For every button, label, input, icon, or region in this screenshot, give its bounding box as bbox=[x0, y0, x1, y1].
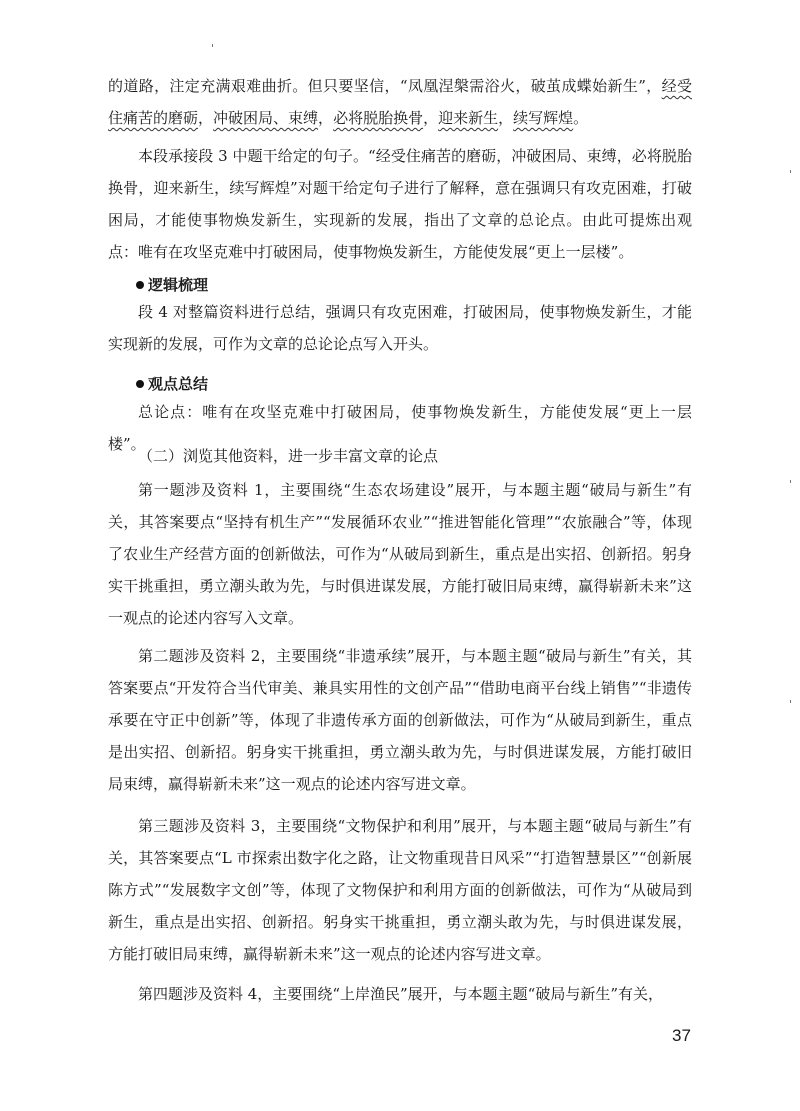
page-number: 37 bbox=[672, 1026, 691, 1045]
view-paragraph: 总论点：唯有在攻坚克难中打破困局，使事物焕发新生，方能使发展“更上一层楼”。 bbox=[108, 403, 692, 453]
scan-mark bbox=[212, 44, 213, 47]
wavy-phrase-5: 续写辉煌 bbox=[513, 109, 574, 127]
scan-mark bbox=[790, 700, 791, 703]
wavy-phrase-4: 迎来新生 bbox=[438, 109, 499, 127]
q4-paragraph: 第四题涉及资料 4，主要围绕“上岸渔民”展开，与本题主题“破局与新生”有关， bbox=[138, 985, 663, 1003]
intro-text-1: 的道路，注定充满艰难曲折。但只要坚信，“凤凰涅槃需浴火，破茧成蝶始新生”， bbox=[108, 77, 662, 95]
wavy-phrase-2: 冲破困局、束缚 bbox=[213, 109, 319, 127]
q1-paragraph: 第一题涉及资料 1，主要围绕“生态农场建设”展开，与本题主题“破局与新生”有关，其答案要点“坚持有机生产”“发展循环农业”“推进智能化管理”“农旅融合”等，体现了农业生产经营方面的创新做法，可作为“从破局到新生，重点是出实招、创新招。躬身实干挑重担，勇立潮头敢为先，与时俱进谋发展，方能打破旧局束缚，赢得崭新未来”这一观点的论述内容写入文章。 bbox=[108, 481, 692, 627]
intro-comma-4: ， bbox=[498, 109, 514, 127]
section-title: （二）浏览其他资料，进一步丰富文章的论点 bbox=[138, 447, 439, 465]
wavy-phrase-1: 经受住痛苦的磨砺 bbox=[108, 77, 692, 127]
bullet-icon bbox=[136, 281, 144, 289]
q3-paragraph: 第三题涉及资料 3，主要围绕“文物保护和利用”展开，与本题主题“破局与新生”有关，其答案要点“L 市探索出数字化之路，让文物重现昔日风采”“打造智慧景区”“创新展陈方式”“发展数字文创”等，体现了文物保护和利用方面的创新做法，可作为“从破局到新生，重点是出实招、创新招。躬身实干挑重担，勇立潮头敢为先，与时俱进谋发展，方能打破旧局束缚，赢得崭新未来”这一观点的论述内容写进文章。 bbox=[108, 817, 692, 963]
bullet-icon bbox=[136, 380, 144, 388]
intro-paragraph bbox=[108, 70, 692, 134]
intro-comma-1: ， bbox=[198, 109, 214, 127]
intro-comma-3: ， bbox=[423, 109, 439, 127]
logic-heading bbox=[136, 273, 208, 297]
scan-mark bbox=[790, 480, 791, 483]
intro-comma-2: ， bbox=[318, 109, 334, 127]
analysis-paragraph: 本段承接段 3 中题干给定的句子。“经受住痛苦的磨砺，冲破困局、束缚，必将脱胎换骨，迎来新生，续写辉煌”对题干给定句子进行了解释，意在强调只有攻克困难，打破困局，才能使事物焕发新生，实现新的发展，指出了文章的总论点。由此可提炼出观点：唯有在攻坚克难中打破困局，使事物焕发新生，方能使发展“更上一层楼”。 bbox=[108, 147, 692, 261]
view-heading bbox=[136, 372, 208, 396]
logic-paragraph: 段 4 对整篇资料进行总结，强调只有攻克困难，打破困局，使事物焕发新生，才能实现新的发展，可作为文章的总论论点写入开头。 bbox=[108, 303, 692, 353]
wavy-phrase-3: 必将脱胎换骨 bbox=[333, 109, 424, 127]
scan-mark bbox=[790, 170, 791, 173]
q2-paragraph: 第二题涉及资料 2，主要围绕“非遗承续”展开，与本题主题“破局与新生”有关，其答案要点“开发符合当代审美、兼具实用性的文创产品”“借助电商平台线上销售”“非遗传承要在守正中创新”等，体现了非遗传承方面的创新做法，可作为“从破局到新生，重点是出实招、创新招。躬身实干挑重担，勇立潮头敢为先，与时俱进谋发展，方能打破旧局束缚，赢得崭新未来”这一观点的论述内容写进文章。 bbox=[108, 647, 692, 793]
view-heading-text: 观点总结 bbox=[148, 375, 209, 393]
logic-heading-text: 逻辑梳理 bbox=[148, 276, 209, 294]
intro-period: 。 bbox=[573, 109, 589, 127]
